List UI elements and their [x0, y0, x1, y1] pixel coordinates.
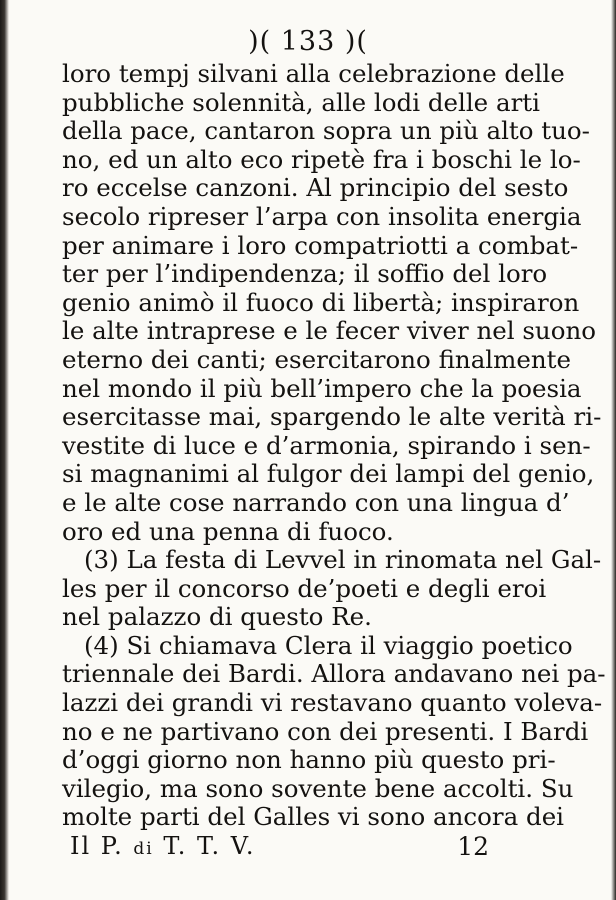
page-edge-left	[0, 0, 9, 900]
signature-part: Il P.	[70, 832, 124, 860]
text-line: le alte intraprese e le fecer viver nel suono	[62, 316, 596, 346]
text-line: genio animò il fuoco di libertà; inspiraron	[62, 287, 580, 317]
text-line: secolo ripreser l’arpa con insolita energia	[62, 201, 582, 231]
footnote-line: (3) La festa di Levvel in rinomata nel Gal-	[84, 545, 602, 575]
text-line: loro tempj silvani alla celebrazione delle	[62, 59, 565, 88]
signature-part: di	[133, 839, 154, 859]
footnote-line: les per il concorso de’poeti e degli eroi	[62, 573, 547, 603]
footnote-line: d’oggi giorno non hanno più questo pri-	[62, 745, 556, 775]
text-line: eterno dei canti; esercitarono finalmente	[62, 344, 571, 374]
text-line: ro eccelse canzoni. Al principio del sesto	[62, 173, 569, 203]
text-line: della pace, cantaron sopra un più alto tuo-	[62, 116, 590, 146]
footnote-line: lazzi dei grandi vi restavano quanto voleva-	[62, 688, 603, 718]
text-line: si magnanimi al fulgor dei lampi del genio,	[62, 459, 595, 489]
signature-part: T. T. V.	[163, 832, 256, 860]
text-line: nel mondo il più bell’impero che la poesia	[62, 373, 582, 403]
footnote-line: vilegio, ma sono sovente bene accolti. Su	[62, 773, 574, 803]
footnote-line: nel palazzo di questo Re.	[62, 602, 372, 632]
footnote-line: molte parti del Galles vi sono ancora dei	[62, 802, 565, 832]
signature-number: 12	[457, 832, 489, 861]
footnote-line: (4) Si chiamava Clera il viaggio poetico	[84, 630, 573, 660]
text-line: e le alte cose narrando con una lingua d’	[62, 487, 570, 517]
text-line: no, ed un alto eco ripetè fra i boschi le lo-	[62, 144, 581, 174]
page-edge-right	[611, 0, 616, 900]
text-line: esercitasse mai, spargendo le alte verità ri-	[62, 402, 602, 432]
footnote-line: triennale dei Bardi. Allora andavano nei pa-	[62, 659, 606, 689]
printer-signature	[70, 832, 256, 860]
text-line: per animare i loro compatriotti a combat-	[62, 230, 579, 260]
text-line: ter per l’indipendenza; il soffio del loro	[62, 259, 548, 289]
text-line: oro ed una penna di fuoco.	[62, 516, 394, 546]
page-number-header: )( 133 )(	[248, 26, 368, 57]
body-text	[62, 59, 606, 832]
text-line: pubbliche solennità, alle lodi delle arti	[62, 87, 540, 117]
footnote-line: no e ne partivano con dei presenti. I Bardi	[62, 716, 589, 746]
signature-line	[62, 832, 499, 862]
text-line: vestite di luce e d’armonia, spirando i sen-	[62, 430, 591, 460]
